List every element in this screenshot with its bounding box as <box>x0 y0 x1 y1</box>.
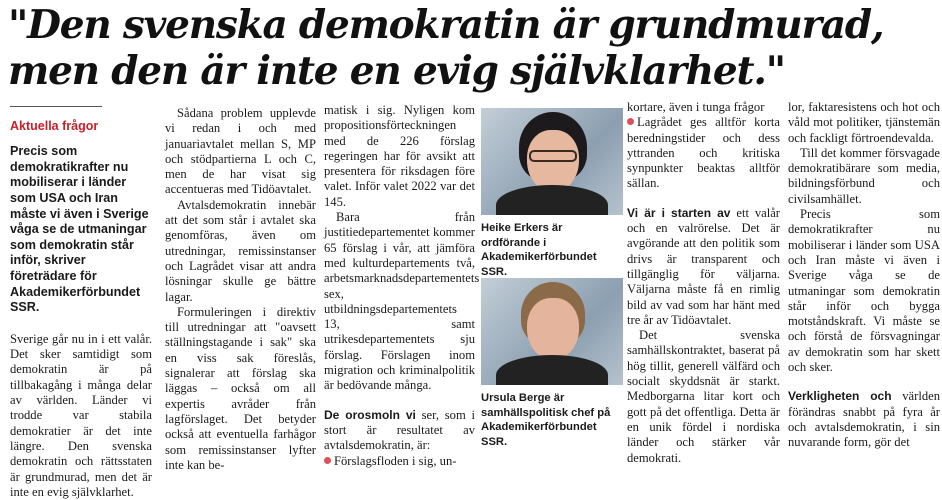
glasses-icon <box>529 150 577 162</box>
column-6 <box>788 100 940 451</box>
headline <box>8 2 938 94</box>
body-paragraph: Avtalsdemokratin innebär att det som står i avtalet ska genomföras, även om utredningar, remissinstanser och Lagrådet visar att andra lösningar skulle ge bättre lagar. <box>165 197 316 304</box>
photo-caption: Ursula Berge är samhällspolitisk chef på Akademikerförbundet SSR. <box>481 392 611 448</box>
body-paragraph: Vi är i starten av ett valår och en valrörelse. Det är avgörande att den politik som drivs är transparent och tillgänglig för väljarna. Väljarna måste få en rimlig bild av vad som har hänt med tre år av Tidöavtalet. <box>627 205 781 327</box>
column-5 <box>627 100 780 466</box>
body-paragraph: matisk i sig. Nyligen kom propositionsförteckningen med de 226 förslag regeringen har för avsikt att presentera för riksdagen före valet. Inför valet 2022 var det 145. <box>324 103 475 209</box>
body-paragraph: Till det kommer försvagade demokratibärare som media, bildningsförbund och civilsamhället. <box>788 145 940 206</box>
body-paragraph: Verkligheten och världen förändras snabbt på fyra år och avtalsdemokratin, i sin nuvarande form, gör det <box>788 389 940 450</box>
body-paragraph: Sverige går nu in i ett valår. Det sker samtidigt som demokratin är på tillbakagång i många delar av världen. Länder vi trodde var stabila demokratier är det inte längre. Den svenska demokratin och rättsstaten är grundmurad, men det är inte en evig självklarhet. <box>10 331 152 499</box>
body-paragraph: De orosmoln vi ser, som i stort är resultatet av avtalsdemokratin, är: <box>324 407 475 453</box>
body-paragraph: Det svenska samhällskontraktet, baserat på hög tillit, generell välfärd och socialt skyddsnät är starkt. Medborgarna litar kort och gott på det offentliga. Detta är en unik fördel i nordiska länder och stärker vår demokrati. <box>627 328 780 465</box>
lead-in: De orosmoln vi <box>324 407 416 422</box>
body-paragraph: Bara från justitiedepartementet kommer 65 förslag i vår, att jämföra med kulturdepartements två, arbetsmarknadsdepartementets sex, utbildningsdepartementets 13, samt utrikesdepartementets sju förslag. Förslagen inom migration och kriminalpolitik är bedövande många. <box>324 210 480 393</box>
photo-block-1 <box>481 108 623 279</box>
column-1 <box>10 106 152 500</box>
kicker: Aktuella frågor <box>10 119 99 133</box>
lead-in: Verkligheten och <box>788 389 892 404</box>
bullet-item: Lagrådet ges alltför korta beredningstider och dess yttranden och kritiska synpunkter beaktas alltför sällan. <box>627 115 780 191</box>
headline-line-1: "Den svenska demokratin är grundmurad, <box>8 2 884 48</box>
body-paragraph: lor, faktaresistens och hot och våld mot politiker, tjänstemän och fackligt förtroendevalda. <box>788 100 940 145</box>
lead-in: Vi är i starten av <box>627 205 731 220</box>
bullet-icon <box>627 118 634 125</box>
column-3 <box>324 103 480 469</box>
ingress: Precis som demokratikrafter nu mobiliserar i länder som USA och Iran måste vi även i Sverige våga se de utmaningar som demokratin står inför, skriver företrädare för Akademikerförbundet SSR. <box>10 144 149 315</box>
body-paragraph: Precis som demokratikrafter nu mobiliserar i länder som USA och Iran måste vi även i Sverige våga se de utmaningar som demokratin står inför och bygga motståndskraft. Vi måste se och förstå de försvagningar av demokratin som har skett och sker. <box>788 207 940 375</box>
body-paragraph: Sådana problem upplevde vi redan i och med januariavtalet mellan S, MP och stödpartierna L och C, men de har visat sig accentueras med Tidöavtalet. <box>165 106 316 197</box>
portrait-photo <box>481 278 623 385</box>
bullet-icon <box>324 457 331 464</box>
body-paragraph: Formuleringen i direktiv till utredningar att "oavsett ställningstagande i sak" ska en viss sak föreslås, signalerar att förslag ska läggas – också om all expertis avråder från lagförslaget. Det betyder också att eventuella farhågor som remissinstanser lyfter inte kan be- <box>165 304 316 472</box>
body-paragraph: kortare, även i tunga frågor <box>627 100 765 114</box>
portrait-photo <box>481 108 623 215</box>
divider <box>10 106 102 107</box>
photo-block-2 <box>481 278 623 449</box>
column-2 <box>165 106 316 473</box>
headline-line-2: men den är inte en evig självklarhet." <box>8 48 785 94</box>
bullet-item: Förslagsfloden i sig, un- <box>324 454 475 469</box>
photo-caption: Heike Erkers är ordförande i Akademikerförbundet SSR. <box>481 222 597 278</box>
